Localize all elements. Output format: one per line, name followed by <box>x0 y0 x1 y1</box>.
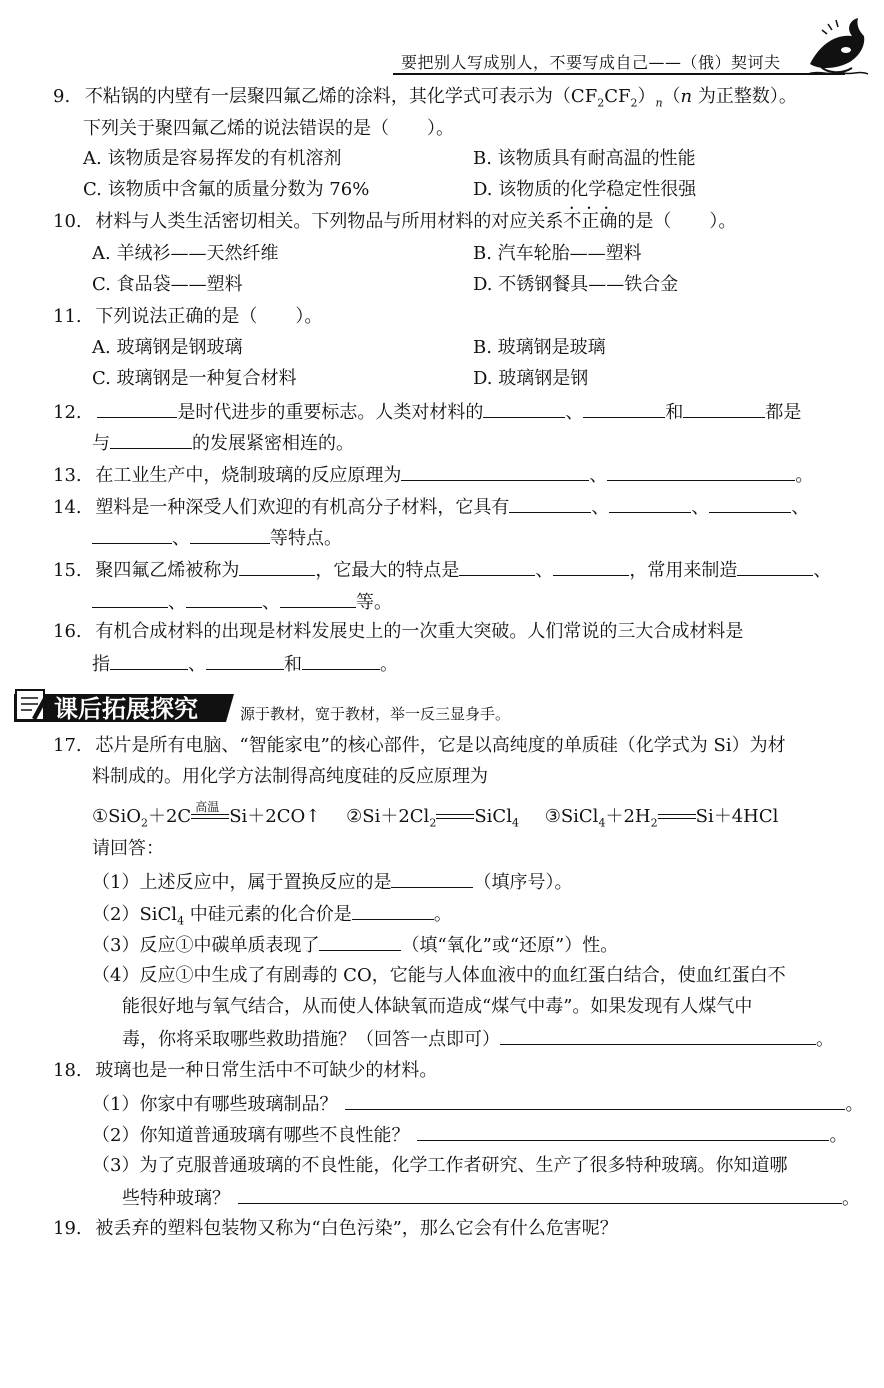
question-11-option-c: C. 玻璃钢是一种复合材料 <box>92 368 297 389</box>
section-subtitle: 源于教材，宽于教材，举一反三显身手。 <box>240 705 511 723</box>
section-banner <box>12 688 237 724</box>
answer-blank[interactable] <box>206 652 284 670</box>
section-title: 课后拓展探究 <box>54 695 198 723</box>
question-9: 9. 不粘锅的内壁有一层聚四氟乙烯的涂料，其化学式可表示为$(CF_2CF_2)_n(n$ 为正整数）。 <box>53 86 797 110</box>
question-16-cont: 指 、 和 。 <box>92 654 398 675</box>
orca-mascot-icon <box>806 14 868 78</box>
answer-blank[interactable] <box>302 652 380 670</box>
answer-blank[interactable] <box>92 526 172 544</box>
question-10-option-d: D. 不锈钢餐具——铁合金 <box>473 274 679 295</box>
question-11-option-d: D. 玻璃钢是钢 <box>473 368 589 389</box>
question-9-stem: 下列关于聚四氟乙烯的说法错误的是（ ）。 <box>83 118 454 139</box>
question-17-s4c: 毒，你将采取哪些救助措施？（回答一点即可） 。 <box>122 1029 834 1050</box>
question-12-cont: 与 的发展紧密相连的。 <box>92 433 354 454</box>
pen-icon <box>16 690 48 720</box>
reaction-equals-sign <box>658 812 696 822</box>
answer-blank[interactable] <box>280 590 356 608</box>
answer-blank[interactable] <box>401 463 589 481</box>
question-17-s4b: 能很好地与氧气结合，从而使人体缺氧而造成“煤气中毒”。如果发现有人煤气中 <box>122 996 753 1017</box>
question-10-option-b: B. 汽车轮胎——塑料 <box>473 243 642 264</box>
answer-blank[interactable] <box>417 1123 829 1141</box>
question-17-s3: （3）反应①中碳单质表现了 （填“氧化”或“还原”）性。 <box>92 935 619 956</box>
answer-blank[interactable] <box>319 933 401 951</box>
question-9-option-d: D. 该物质的化学稳定性很强 <box>473 179 697 200</box>
reaction-equals-sign <box>436 812 474 822</box>
question-17-s2: （2）SiCl$_4$ 中硅元素的化合价是 。 <box>92 904 452 928</box>
question-9-option-c: C. 该物质中含氟的质量分数为 76% <box>83 179 370 200</box>
header-rule <box>393 73 845 75</box>
answer-blank[interactable] <box>709 495 791 513</box>
question-17-s1: （1）上述反应中，属于置换反应的是 （填序号）。 <box>92 872 573 893</box>
question-17-l2: 料制成的。用化学方法制得高纯度硅的反应原理为 <box>92 766 488 787</box>
answer-blank[interactable] <box>607 463 795 481</box>
answer-blank[interactable] <box>239 558 315 576</box>
question-19: 19. 被丢弃的塑料包装物又称为“白色污染”，那么它会有什么危害呢？ <box>53 1218 618 1239</box>
question-18-s3b: 些特种玻璃？ 。 <box>122 1188 860 1209</box>
question-9-option-a: A. 该物质是容易挥发的有机溶剂 <box>83 148 342 169</box>
answer-blank[interactable] <box>352 902 434 920</box>
question-15: 15. 聚四氟乙烯被称为 ，它最大的特点是 、 ，常用来制造 、 <box>53 560 832 581</box>
question-17-equations: ①SiO$_2$＋2C 高温 Si＋2CO↑ $②Si+2Cl_2$ SiCl$_4$ $③SiCl_4+2H_2$ Si＋4HCl <box>92 800 779 830</box>
question-17-ask: 请回答： <box>92 838 164 859</box>
question-11: 11. 下列说法正确的是（ ）。 <box>53 306 323 327</box>
question-12: 12. 是时代进步的重要标志。人类对材料的 、 和 都是 <box>53 402 802 423</box>
answer-blank[interactable] <box>509 495 591 513</box>
answer-blank[interactable] <box>737 558 813 576</box>
answer-blank[interactable] <box>110 652 188 670</box>
answer-blank[interactable] <box>92 590 168 608</box>
answer-blank[interactable] <box>583 400 665 418</box>
question-14: 14. 塑料是一种深受人们欢迎的有机高分子材料，它具有 、 、 、 <box>53 497 810 518</box>
answer-blank[interactable] <box>97 400 177 418</box>
reaction-equals-sign: 高温 <box>191 812 229 822</box>
question-17: 17. 芯片是所有电脑、“智能家电”的核心部件，它是以高纯度的单质硅（化学式为 Si）为材 <box>53 735 786 756</box>
page-header <box>393 50 825 74</box>
answer-blank[interactable] <box>459 558 535 576</box>
question-15-cont: 、 、 等。 <box>92 590 392 614</box>
emphasis-dots: • • • 不正确 <box>563 211 617 232</box>
answer-blank[interactable] <box>190 526 270 544</box>
question-17-s4a: （4）反应①中生成了有剧毒的 CO，它能与人体血液中的血红蛋白结合，使血红蛋白不 <box>92 965 786 986</box>
answer-blank[interactable] <box>110 431 192 449</box>
question-10-option-a: A. 羊绒衫——天然纤维 <box>92 243 279 264</box>
answer-blank[interactable] <box>500 1027 816 1045</box>
answer-blank[interactable] <box>345 1092 845 1110</box>
question-16: 16. 有机合成材料的出现是材料发展史上的一次重大突破。人们常说的三大合成材料是 <box>53 621 744 642</box>
question-18-s1: （1）你家中有哪些玻璃制品？ 。 <box>92 1094 864 1115</box>
question-11-option-a: A. 玻璃钢是钢玻璃 <box>92 337 243 358</box>
header-quote: 要把别人写成别人，不要写成自己——（俄）契诃夫 <box>401 53 781 72</box>
answer-blank[interactable] <box>186 590 262 608</box>
question-18: 18. 玻璃也是一种日常生活中不可缺少的材料。 <box>53 1060 438 1081</box>
answer-blank[interactable] <box>483 400 565 418</box>
answer-blank[interactable] <box>609 495 691 513</box>
question-9-option-b: B. 该物质具有耐高温的性能 <box>473 148 696 169</box>
question-11-option-b: B. 玻璃钢是玻璃 <box>473 337 606 358</box>
answer-blank[interactable] <box>683 400 765 418</box>
question-13: 13. 在工业生产中，烧制玻璃的反应原理为 、 。 <box>53 465 814 486</box>
answer-blank[interactable] <box>238 1186 842 1204</box>
question-18-s2: （2）你知道普通玻璃有哪些不良性能？ 。 <box>92 1125 848 1146</box>
answer-blank[interactable] <box>553 558 629 576</box>
question-14-cont: 、 等特点。 <box>92 526 342 550</box>
question-18-s3: （3）为了克服普通玻璃的不良性能，化学工作者研究、生产了很多特种玻璃。你知道哪 <box>92 1155 788 1176</box>
answer-blank[interactable] <box>391 870 473 888</box>
question-10-option-c: C. 食品袋——塑料 <box>92 274 243 295</box>
question-10: 10. 材料与人类生活密切相关。下列物品与所用材料的对应关系• • • 不正确的是（ ）。 <box>53 211 736 233</box>
